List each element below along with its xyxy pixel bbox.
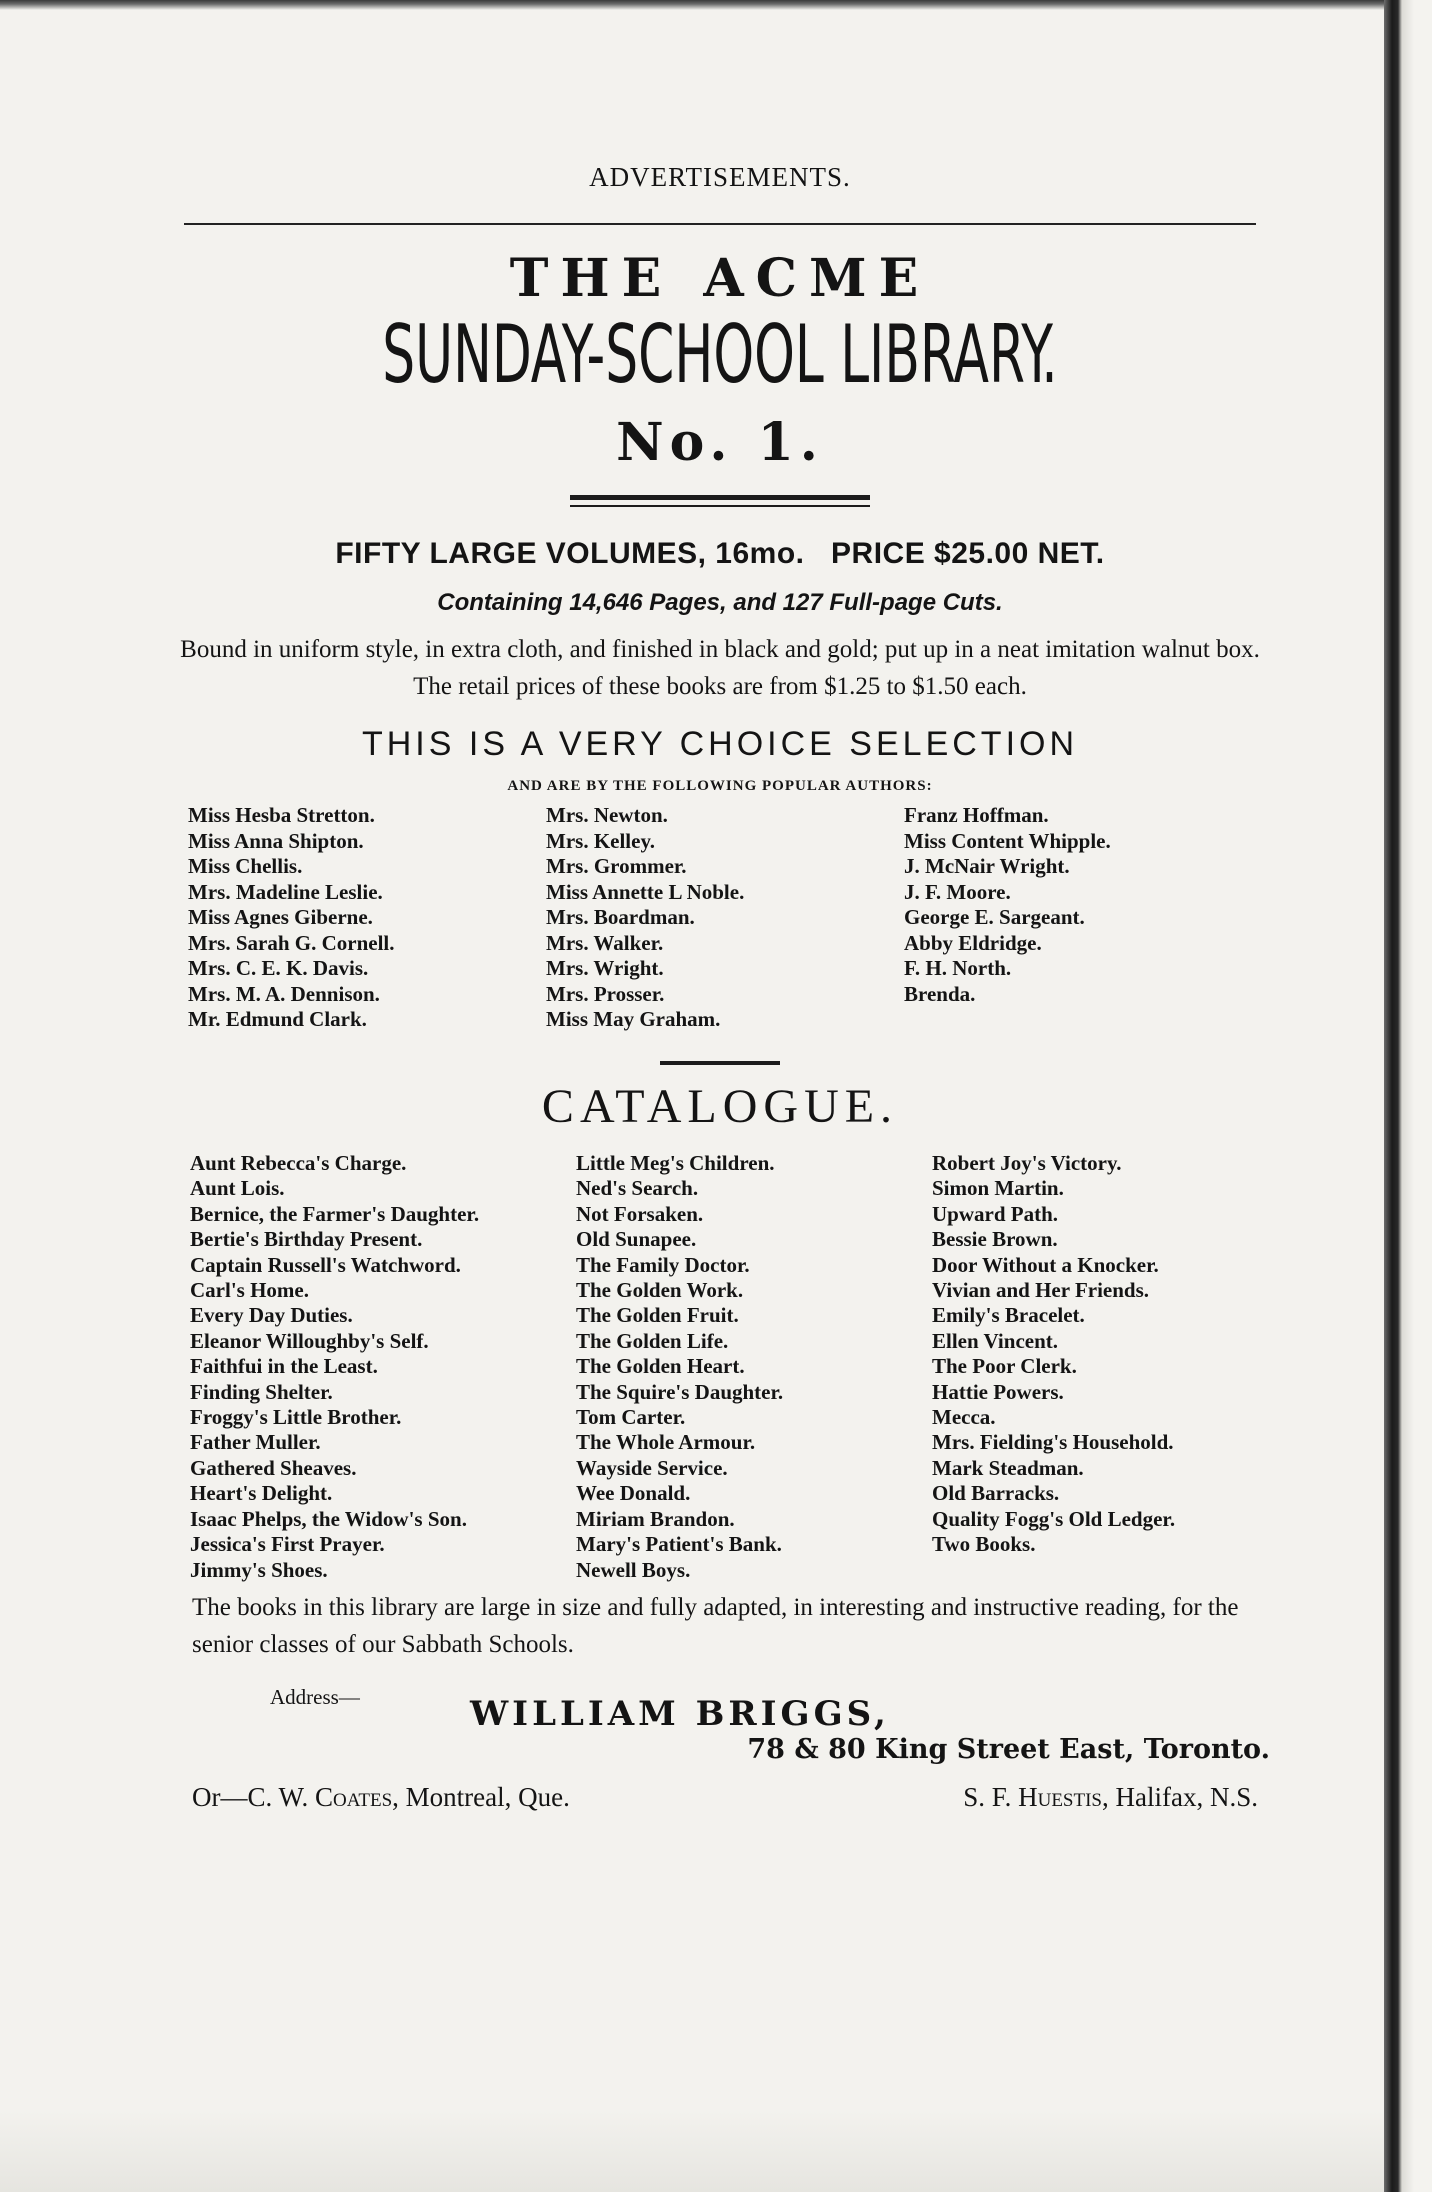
list-item: Emily's Bracelet. (932, 1303, 1085, 1328)
choice-heading: THIS IS A VERY CHOICE SELECTION (361, 725, 1079, 763)
title-rule-thick (570, 495, 870, 500)
list-item: Froggy's Little Brother. (190, 1405, 402, 1430)
list-item: The Family Doctor. (576, 1252, 750, 1277)
list-item: J. McNair Wright. (904, 854, 1070, 878)
list-item: Two Books. (932, 1532, 1036, 1557)
publisher-address: 78 & 80 King Street East, Toronto. (747, 1734, 1270, 1765)
publisher-name: WILLIAM BRIGGS, (470, 1694, 890, 1734)
list-item: Heart's Delight. (190, 1481, 333, 1506)
list-item: Finding Shelter. (190, 1379, 333, 1404)
scan-bottom-shade (0, 2110, 1384, 2192)
list-item: Tom Carter. (576, 1405, 686, 1430)
list-item: George E. Sargeant. (904, 905, 1085, 929)
list-item: Simon Martin. (932, 1176, 1064, 1201)
list-item: Not Forsaken. (576, 1201, 704, 1226)
list-item: Ned's Search. (576, 1176, 699, 1201)
list-item: The Golden Life. (576, 1328, 729, 1353)
catalogue-column-2 (576, 1151, 783, 1583)
list-item: Franz Hoffman. (904, 803, 1049, 827)
list-item: Upward Path. (932, 1201, 1059, 1226)
list-item: Mrs. Fielding's Household. (932, 1430, 1174, 1455)
volumes-price: FIFTY LARGE VOLUMES, 16mo. PRICE $25.00 NET. (335, 537, 1105, 570)
list-item: Mrs. Prosser. (546, 981, 665, 1006)
binding-description: Bound in uniform style, in extra cloth, and finished in black and gold; put up in a neat imitation walnut box. The retail prices of these books are from $1.25 to $1.50 each. (180, 636, 1260, 700)
authors-column-2 (546, 803, 744, 1033)
list-item: Mark Steadman. (932, 1455, 1084, 1480)
title-library: SUNDAY-SCHOOL LIBRARY. (382, 308, 1058, 401)
list-item: Miss Content Whipple. (904, 828, 1111, 853)
list-item: Newell Boys. (576, 1557, 691, 1582)
list-item: Mrs. M. A. Dennison. (188, 981, 380, 1006)
authors-column-1 (188, 803, 394, 1033)
halifax-place: , Halifax, N.S. (1102, 1782, 1258, 1812)
list-item: Miss Annette L Noble. (546, 879, 745, 904)
list-item: Miss Chellis. (188, 854, 303, 878)
authors-list (170, 803, 1270, 1033)
list-item: The Golden Work. (576, 1278, 744, 1303)
list-item: Quality Fogg's Old Ledger. (932, 1506, 1176, 1531)
list-item: Mrs. Kelley. (546, 828, 656, 853)
list-item: Carl's Home. (190, 1278, 309, 1303)
header-rule (184, 223, 1256, 225)
halifax-prefix: S. F. (963, 1782, 1019, 1812)
list-item: Brenda. (904, 981, 976, 1006)
halifax-agent (963, 1782, 1258, 1813)
list-item: Gathered Sheaves. (190, 1455, 357, 1480)
list-item: Miss Hesba Stretton. (188, 803, 375, 827)
address-label: Address— (270, 1685, 360, 1709)
catalogue-column-1 (190, 1151, 479, 1583)
list-item: The Whole Armour. (576, 1430, 756, 1455)
montreal-agent (192, 1782, 570, 1813)
list-item: Little Meg's Children. (576, 1151, 775, 1175)
list-item: Mrs. Grommer. (546, 854, 687, 878)
list-item: Mrs. Madeline Leslie. (188, 879, 383, 904)
list-item: The Golden Heart. (576, 1354, 745, 1379)
list-item: J. F. Moore. (904, 879, 1011, 904)
list-item: Bernice, the Farmer's Daughter. (190, 1201, 480, 1226)
scan-right-edge (1384, 0, 1432, 2192)
list-item: Faithfui in the Least. (190, 1354, 378, 1379)
list-item: Old Sunapee. (576, 1227, 697, 1252)
catalogue-heading: CATALOGUE. (541, 1080, 899, 1133)
list-item: Father Muller. (190, 1430, 321, 1455)
list-item: Miriam Brandon. (576, 1506, 735, 1531)
list-item: Robert Joy's Victory. (932, 1151, 1122, 1175)
montreal-place: , Montreal, Que. (392, 1782, 570, 1812)
list-item: Mrs. Wright. (546, 956, 664, 980)
authors-column-3 (904, 803, 1111, 1007)
catalogue-column-3 (932, 1151, 1175, 1558)
list-item: Mrs. Boardman. (546, 905, 695, 929)
list-item: Bertie's Birthday Present. (190, 1227, 423, 1252)
list-item: Mr. Edmund Clark. (188, 1007, 367, 1031)
list-item: The Golden Fruit. (576, 1303, 739, 1328)
list-item: The Poor Clerk. (932, 1354, 1077, 1379)
title-number: No. 1. (616, 412, 824, 473)
list-item: Mecca. (932, 1405, 996, 1430)
list-item: Wayside Service. (576, 1455, 728, 1480)
section-divider (660, 1061, 780, 1065)
montreal-prefix: Or—C. W. (192, 1782, 316, 1812)
scan-top-edge (0, 0, 1432, 10)
title-rule-thin (570, 505, 870, 507)
montreal-agent-name: Coates (315, 1782, 393, 1812)
list-item: Every Day Duties. (190, 1303, 353, 1328)
list-item: Mrs. Sarah G. Cornell. (188, 930, 395, 955)
list-item: Hattie Powers. (932, 1379, 1064, 1404)
closing-paragraph: The books in this library are large in size and fully adapted, in interesting and instructive reading, for the senior classes of our Sabbath Schools. (192, 1594, 1239, 1658)
halifax-agent-name: Huestis (1018, 1782, 1103, 1812)
catalogue-list (170, 1151, 1270, 1581)
list-item: Wee Donald. (576, 1481, 691, 1506)
list-item: Vivian and Her Friends. (932, 1278, 1150, 1303)
list-item: Jessica's First Prayer. (190, 1532, 385, 1557)
list-item: Abby Eldridge. (904, 930, 1042, 955)
list-item: Eleanor Willoughby's Self. (190, 1328, 429, 1353)
authors-intro: AND ARE BY THE FOLLOWING POPULAR AUTHORS: (507, 778, 933, 794)
list-item: Mrs. Newton. (546, 803, 668, 827)
list-item: Ellen Vincent. (932, 1328, 1059, 1353)
list-item: Old Barracks. (932, 1481, 1060, 1506)
list-item: Door Without a Knocker. (932, 1252, 1159, 1277)
list-item: Mrs. C. E. K. Davis. (188, 956, 369, 980)
list-item: Aunt Lois. (190, 1176, 285, 1201)
containing-line: Containing 14,646 Pages, and 127 Full-page Cuts. (437, 589, 1003, 616)
list-item: Miss Agnes Giberne. (188, 905, 373, 929)
list-item: Miss Anna Shipton. (188, 828, 364, 853)
list-item: The Squire's Daughter. (576, 1379, 784, 1404)
list-item: Mary's Patient's Bank. (576, 1532, 782, 1557)
title-acme: THE ACME (509, 248, 931, 309)
list-item: Jimmy's Shoes. (190, 1557, 328, 1582)
list-item: F. H. North. (904, 956, 1012, 980)
page-header: ADVERTISEMENTS. (589, 162, 851, 192)
list-item: Captain Russell's Watchword. (190, 1252, 461, 1277)
list-item: Miss May Graham. (546, 1007, 721, 1031)
advertisement-page (170, 150, 1270, 1830)
list-item: Bessie Brown. (932, 1227, 1058, 1252)
list-item: Mrs. Walker. (546, 930, 664, 955)
list-item: Aunt Rebecca's Charge. (190, 1151, 407, 1175)
list-item: Isaac Phelps, the Widow's Son. (190, 1506, 467, 1531)
